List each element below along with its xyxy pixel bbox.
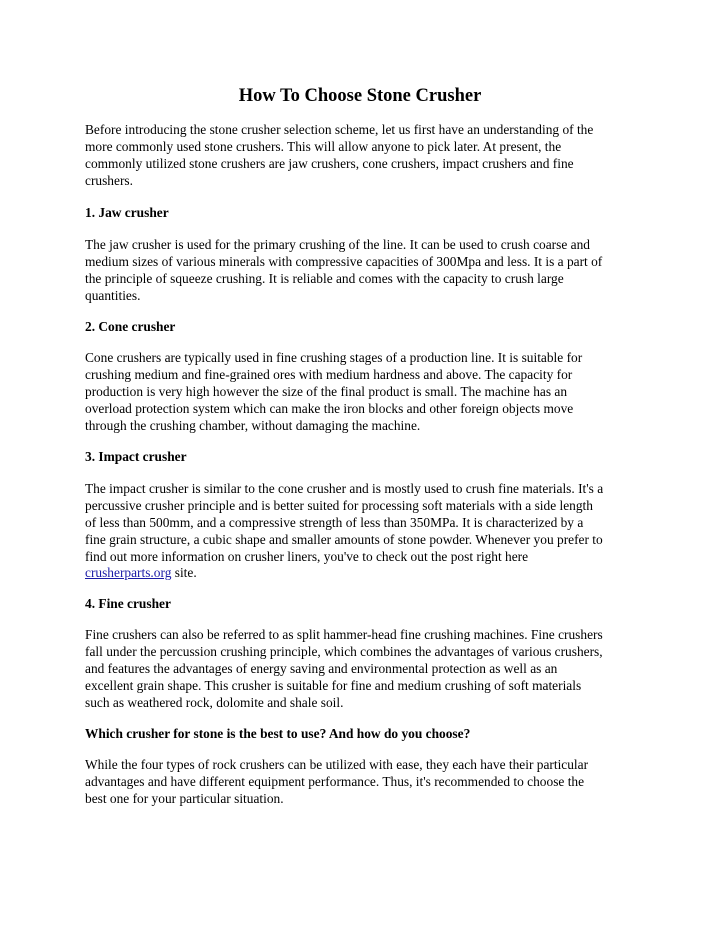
paragraph-line: such as weathered rock, dolomite and shale soil. (85, 694, 344, 710)
paragraph-line: excellent grain shape. This crusher is suitable for fine and medium crushing of soft materials (85, 677, 582, 693)
paragraph-line: fine grain structure, a cubic shape and smaller amounts of stone powder. Whenever you prefer to (85, 531, 603, 547)
paragraph-line: The impact crusher is similar to the cone crusher and is mostly used to crush fine materials. It's a (85, 481, 604, 496)
jaw-crusher-paragraph (85, 237, 645, 305)
paragraph-line: overload protection system which can make the iron blocks and other foreign objects move (85, 400, 574, 416)
paragraph-line: best one for your particular situation. (85, 790, 284, 806)
paragraph-line: find out more information on crusher liners, you've to check out the post right here (85, 548, 529, 564)
paragraph-line: While the four types of rock crushers can be utilized with ease, they each have their particular (85, 757, 589, 772)
section-heading-cone-crusher: 2. Cone crusher (85, 319, 176, 334)
intro-line: commonly utilized stone crushers are jaw crushers, cone crushers, impact crushers and fine (85, 155, 574, 171)
paragraph-line: fall under the percussion crushing principle, which combines the advantages of various crushers, (85, 643, 603, 659)
paragraph-line: The jaw crusher is used for the primary crushing of the line. It can be used to crush coarse and (85, 237, 590, 252)
link-suffix-text: site. (171, 565, 197, 581)
paragraph-line: percussive crusher principle and is better suited for processing soft materials with a side length (85, 497, 593, 513)
crusherparts-link[interactable]: crusherparts.org (85, 565, 172, 581)
paragraph-line: crushing medium and fine-grained ores with medium hardness and above. The capacity for (85, 366, 573, 382)
paragraph-line: Fine crushers can also be referred to as split hammer-head fine crushing machines. Fine crushers (85, 627, 603, 642)
section-heading-impact-crusher: 3. Impact crusher (85, 449, 187, 464)
intro-line: crushers. (85, 172, 133, 188)
paragraph-line: medium sizes of various minerals with compressive capacities of 300Mpa and less. It is a part of (85, 253, 603, 269)
paragraph-line: production is very high however the size of the final product is small. The machine has an (85, 383, 568, 399)
intro-line: Before introducing the stone crusher selection scheme, let us first have an understanding of the (85, 122, 594, 137)
cone-crusher-paragraph (85, 350, 645, 434)
impact-crusher-paragraph (85, 481, 645, 582)
section-heading-jaw-crusher: 1. Jaw crusher (85, 205, 169, 220)
paragraph-line: quantities. (85, 287, 141, 303)
section-heading-fine-crusher: 4. Fine crusher (85, 596, 171, 611)
paragraph-line: and features the advantages of energy saving and environmental protection as well as an (85, 660, 558, 676)
paragraph-line-with-link (85, 565, 645, 582)
question-heading: Which crusher for stone is the best to use? And how do you choose? (85, 726, 471, 741)
paragraph-line: advantages and have different equipment performance. Thus, it's recommended to choose the (85, 773, 585, 789)
intro-paragraph (85, 122, 645, 190)
paragraph-line: the principle of squeeze crushing. It is reliable and comes with the capacity to crush large (85, 270, 564, 286)
fine-crusher-paragraph (85, 627, 645, 711)
paragraph-line: through the crushing chamber, without damaging the machine. (85, 417, 421, 433)
paragraph-line: Cone crushers are typically used in fine crushing stages of a production line. It is suitable for (85, 350, 583, 365)
document-title: How To Choose Stone Crusher (238, 86, 482, 106)
intro-line: more commonly used stone crushers. This will allow anyone to pick later. At present, the (85, 138, 562, 154)
paragraph-line: of less than 500mm, and a compressive strength of less than 350MPa. It is characterized by a (85, 514, 584, 530)
conclusion-paragraph (85, 757, 645, 808)
